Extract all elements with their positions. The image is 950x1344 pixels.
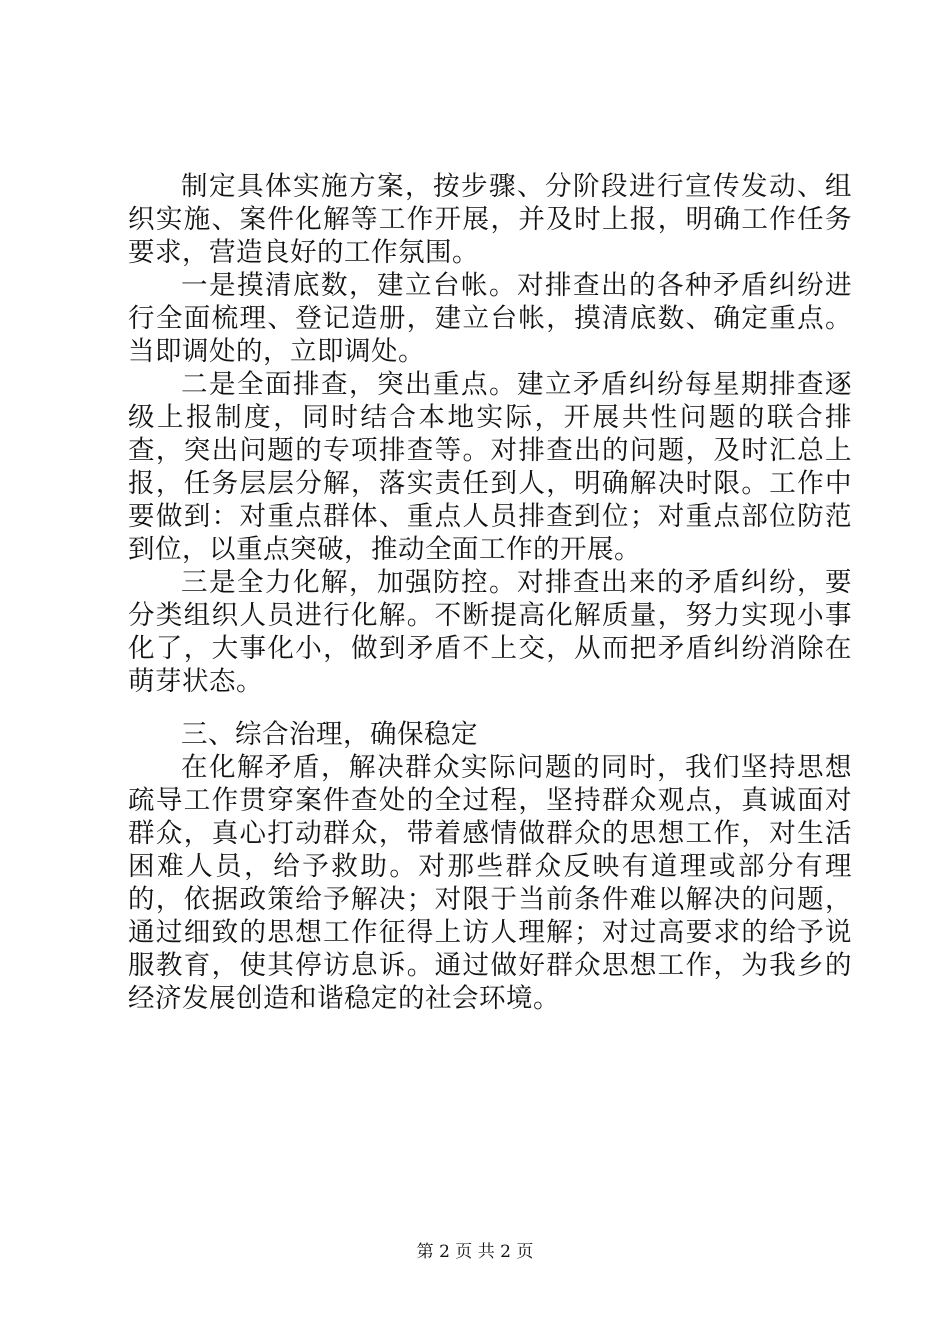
document-body: [128, 170, 852, 1015]
paragraph-intro: 制定具体实施方案，按步骤、分阶段进行宣传发动、组织实施、案件化解等工作开展，并及时上报，明确工作任务要求，营造良好的工作氛围。: [128, 171, 852, 268]
paragraph-item-two: 二是全面排查，突出重点。建立矛盾纠纷每星期排查逐级上报制度，同时结合本地实际，开展共性问题的联合排查，突出问题的专项排查等。对排查出的问题，及时汇总上报，任务层层分解，落实责任到人，明确解决时限。工作中要做到：对重点群体、重点人员排查到位；对重点部位防范到位，以重点突破，推动全面工作的开展。: [128, 369, 852, 565]
paragraph-section-body: 在化解矛盾，解决群众实际问题的同时，我们坚持思想疏导工作贯穿案件查处的全过程，坚持群众观点，真诚面对群众，真心打动群众，带着感情做群众的思想工作，对生活困难人员，给予救助。对那些群众反映有道理或部分有理的，依据政策给予解决；对限于当前条件难以解决的问题，通过细致的思想工作征得上访人理解；对过高要求的给予说服教育，使其停访息诉。通过做好群众思想工作，为我乡的经济发展创造和谐稳定的社会环境。: [128, 752, 852, 1014]
section-heading: 三、综合治理，确保稳定: [181, 719, 478, 750]
paragraph-item-one: 一是摸清底数，建立台帐。对排查出的各种矛盾纠纷进行全面梳理、登记造册，建立台帐，摸清底数、确定重点。当即调处的，立即调处。: [128, 270, 852, 367]
paragraph-item-three: 三是全力化解，加强防控。对排查出来的矛盾纠纷，要分类组织人员进行化解。不断提高化解质量，努力实现小事化了，大事化小，做到矛盾不上交，从而把矛盾纠纷消除在萌芽状态。: [128, 567, 852, 697]
page-footer: 第 2 页 共 2 页: [416, 1242, 534, 1262]
